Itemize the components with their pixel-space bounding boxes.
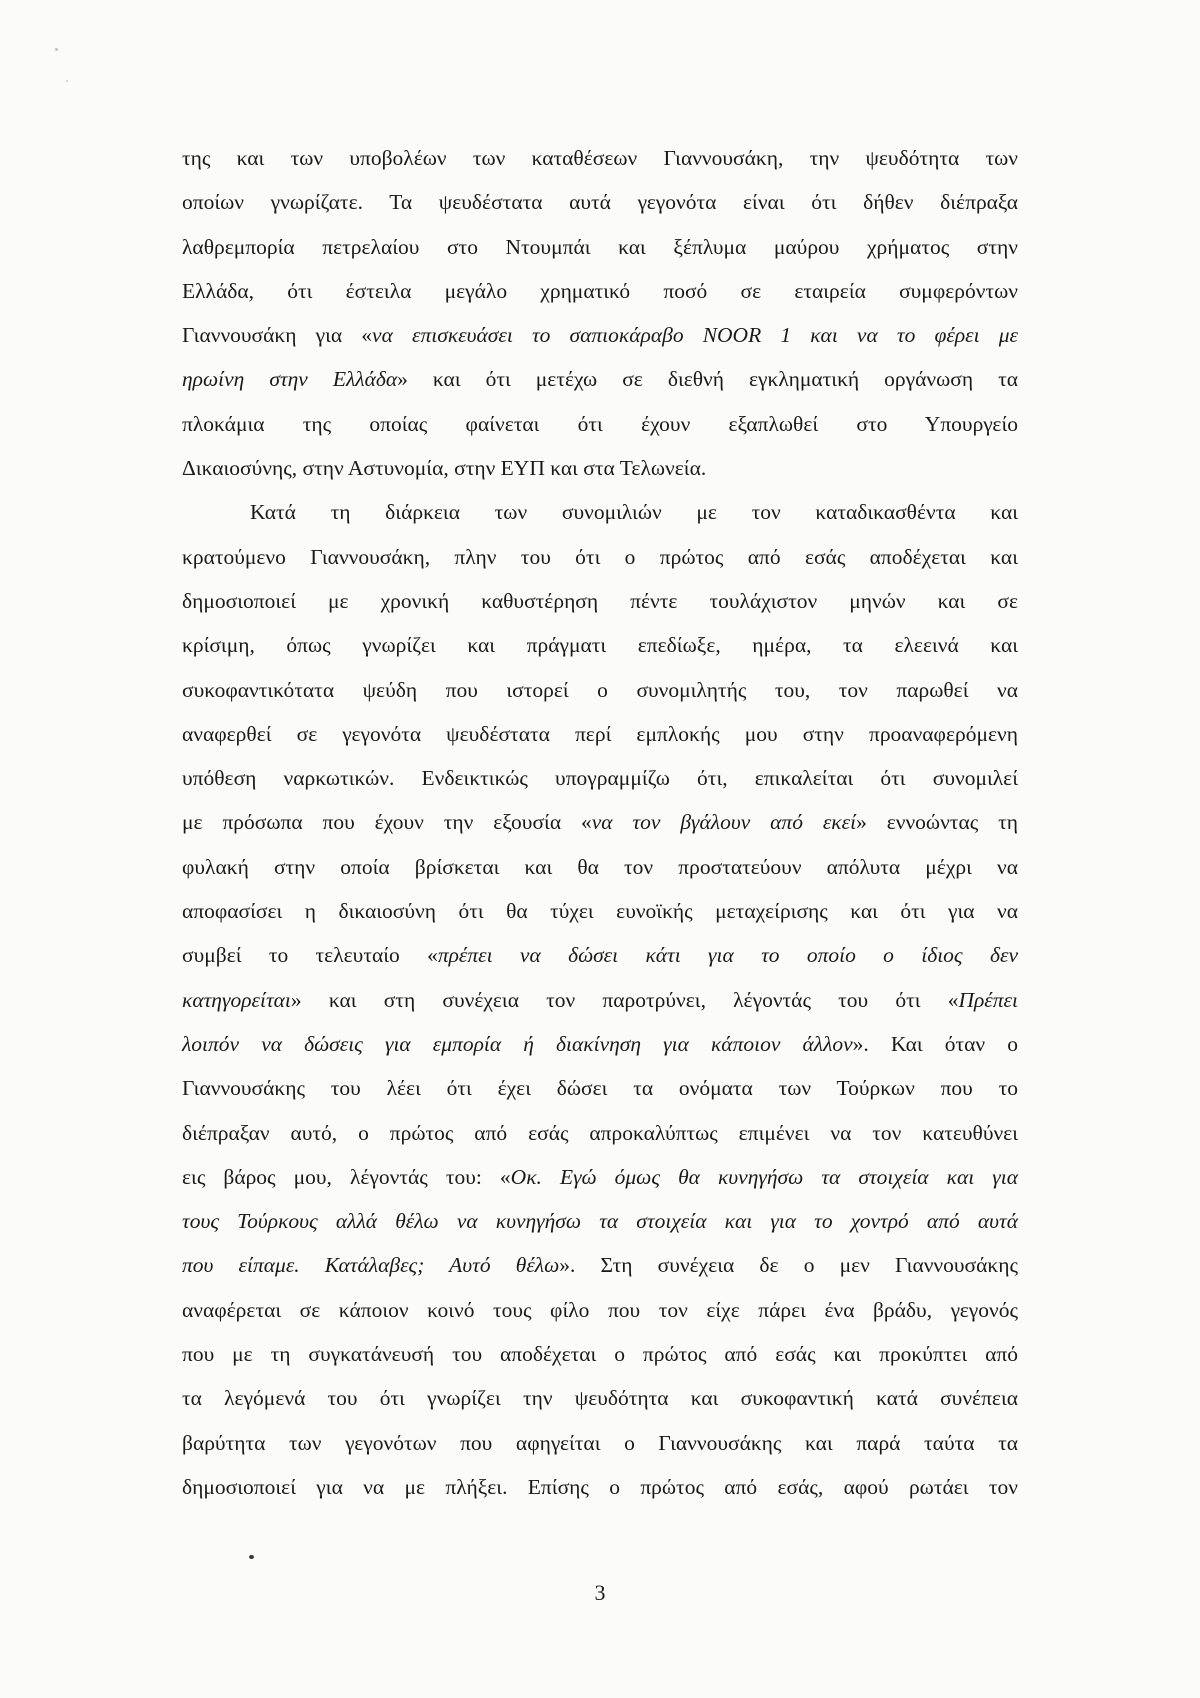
text-line: λοιπόν να δώσεις για εμπορία ή διακίνηση για κάποιον άλλον». Και όταν ο — [182, 1031, 1018, 1056]
text-line: που είπαμε. Κατάλαβες; Αυτό θέλω». Στη συνέχεια δε ο μεν Γιαννουσάκης — [182, 1253, 1018, 1278]
text-line: οποίων γνωρίζατε. Τα ψευδέστατα αυτά γεγονότα είναι ότι δήθεν διέπραξα — [182, 190, 1018, 215]
text-line: αποφασίσει η δικαιοσύνη ότι θα τύχει ευνοϊκής μεταχείρισης και ότι για να — [182, 899, 1018, 924]
quoted-text: ηρωίνη στην Ελλάδα — [182, 367, 398, 392]
quoted-text: λοιπόν να δώσεις για εμπορία ή διακίνηση για κάποιον άλλον — [182, 1031, 853, 1056]
text-line: κατηγορείται» και στη συνέχεια τον παροτρύνει, λέγοντάς του ότι «Πρέπει — [182, 987, 1018, 1012]
quoted-text: να επισκευάσει το σαπιοκάραβο NOOR 1 και να το φέρει με — [372, 323, 1018, 348]
text-line: κρατούμενο Γιαννουσάκη, πλην του ότι ο πρώτος από εσάς αποδέχεται και — [182, 544, 1018, 569]
text-line: που με τη συγκατάνευσή του αποδέχεται ο πρώτος από εσάς και προκύπτει από — [182, 1342, 1018, 1367]
body-text — [182, 136, 1018, 1509]
scan-speck — [66, 80, 68, 82]
text-line: κρίσιμη, όπως γνωρίζει και πράγματι επεδίωξε, ημέρα, τα ελεεινά και — [182, 633, 1018, 658]
scan-speck — [55, 48, 58, 51]
text-line: Γιαννουσάκη για «να επισκευάσει το σαπιοκάραβο NOOR 1 και να το φέρει με — [182, 323, 1018, 348]
text-line: διέπραξαν αυτό, ο πρώτος από εσάς απροκαλύπτως επιμένει να τον κατευθύνει — [182, 1120, 1018, 1145]
quoted-text: να τον βγάλουν από εκεί — [591, 810, 857, 835]
text-line: με πρόσωπα που έχουν την εξουσία «να τον βγάλουν από εκεί» εννοώντας τη — [182, 810, 1018, 835]
text-line: της και των υποβολέων των καταθέσεων Γιαννουσάκη, την ψευδότητα των — [182, 146, 1018, 170]
text-line: συμβεί το τελευταίο «πρέπει να δώσει κάτι για το οποίο ο ίδιος δεν — [182, 943, 1018, 968]
text-line: ηρωίνη στην Ελλάδα» και ότι μετέχω σε διεθνή εγκληματική οργάνωση τα — [182, 367, 1018, 392]
quoted-text: τους Τούρκους αλλά θέλω να κυνηγήσω τα στοιχεία και για το χοντρό από αυτά — [182, 1209, 1018, 1234]
paragraph-start: Κατά τη διάρκεια των συνομιλιών με τον καταδικασθέντα και — [250, 500, 1018, 525]
text-line: δημοσιοποιεί με χρονική καθυστέρηση πέντε τουλάχιστον μηνών και σε — [182, 588, 1018, 613]
text-line: Ελλάδα, ότι έστειλα μεγάλο χρηματικό ποσό σε εταιρεία συμφερόντων — [182, 278, 1018, 303]
quoted-text: Πρέπει — [958, 987, 1018, 1012]
text-line: αναφερθεί σε γεγονότα ψευδέστατα περί εμπλοκής μου στην προαναφερόμενη — [182, 721, 1018, 746]
text-line: πλοκάμια της οποίας φαίνεται ότι έχουν εξαπλωθεί στο Υπουργείο — [182, 411, 1018, 436]
text-line: φυλακή στην οποία βρίσκεται και θα τον προστατεύουν απόλυτα μέχρι να — [182, 854, 1018, 879]
text-line: εις βάρος μου, λέγοντάς του: «Οκ. Εγώ όμως θα κυνηγήσω τα στοιχεία και για — [182, 1164, 1018, 1189]
page-number: 3 — [594, 1580, 606, 1605]
text-line: τα λεγόμενά του ότι γνωρίζει την ψευδότητα και συκοφαντική κατά συνέπεια — [182, 1386, 1018, 1411]
quoted-text: κατηγορείται — [182, 987, 291, 1012]
text-line: δημοσιοποιεί για να με πλήξει. Επίσης ο πρώτος από εσάς, αφού ρωτάει τον — [182, 1474, 1018, 1499]
quoted-text: που είπαμε. Κατάλαβες; Αυτό θέλω — [182, 1253, 560, 1278]
text-line: συκοφαντικότατα ψεύδη που ιστορεί ο συνομιλητής του, τον παρωθεί να — [182, 677, 1018, 702]
quoted-text: πρέπει να δώσει κάτι για το οποίο ο ίδιος δεν — [437, 943, 1018, 968]
text-line: Γιαννουσάκης του λέει ότι έχει δώσει τα ονόματα των Τούρκων που το — [182, 1076, 1018, 1101]
text-line: αναφέρεται σε κάποιον κοινό τους φίλο που τον είχε πάρει ένα βράδυ, γεγονός — [182, 1297, 1018, 1322]
text-line: Δικαιοσύνης, στην Αστυνομία, στην ΕΥΠ και στα Τελωνεία. — [182, 456, 707, 481]
text-line: υπόθεση ναρκωτικών. Ενδεικτικώς υπογραμμίζω ότι, επικαλείται ότι συνομιλεί — [182, 766, 1018, 791]
scan-speck — [249, 1555, 254, 1559]
text-line: βαρύτητα των γεγονότων που αφηγείται ο Γιαννουσάκης και παρά ταύτα τα — [182, 1430, 1018, 1455]
quoted-text: Οκ. Εγώ όμως θα κυνηγήσω τα στοιχεία και για — [510, 1164, 1018, 1189]
text-line — [182, 1199, 1018, 1243]
text-line: λαθρεμπορία πετρελαίου στο Ντουμπάι και ξέπλυμα μαύρου χρήματος στην — [182, 234, 1018, 259]
